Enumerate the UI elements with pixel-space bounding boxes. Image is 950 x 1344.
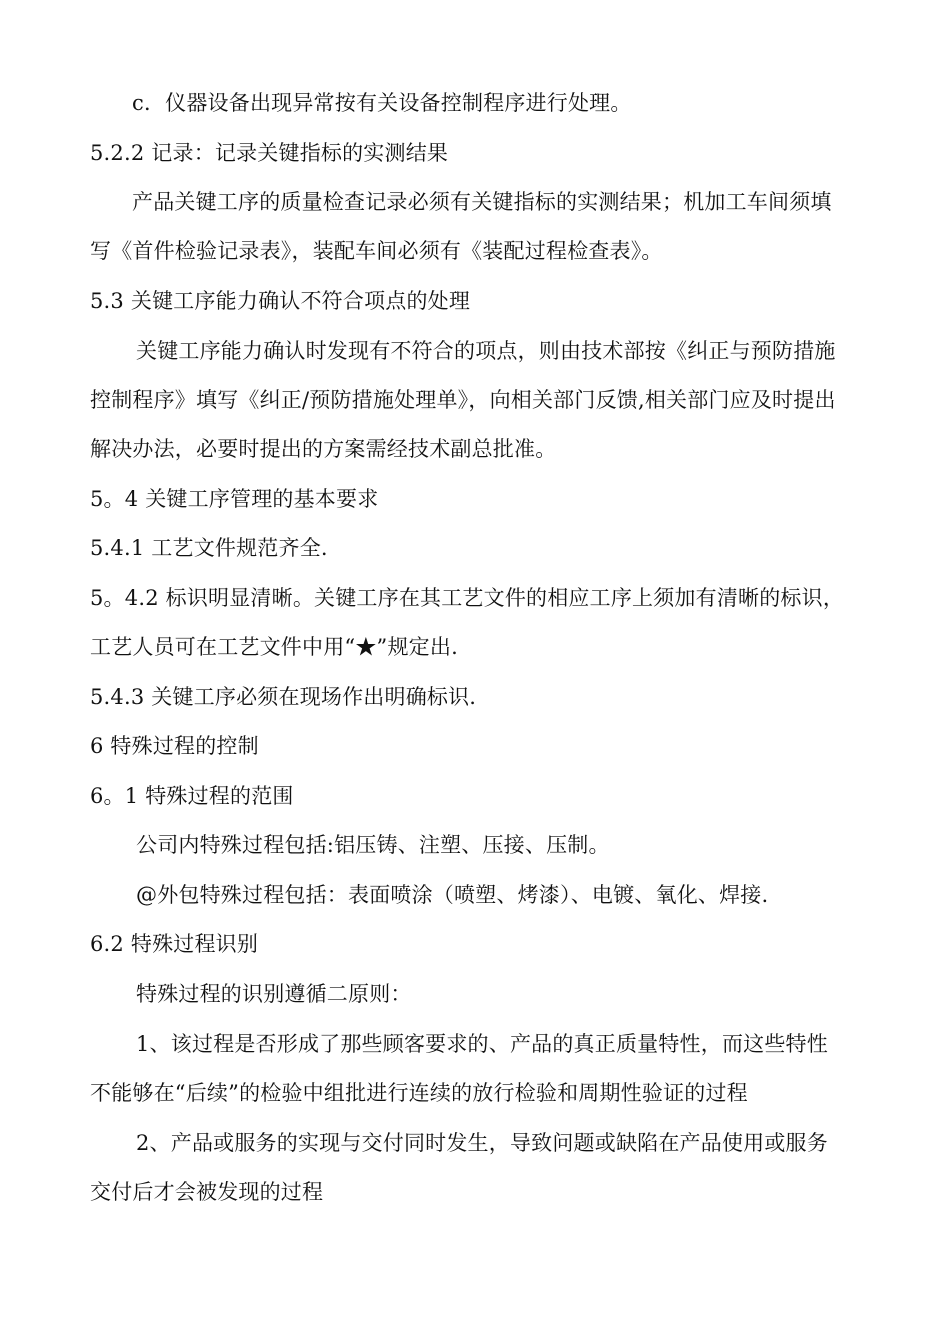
heading-5-4-1: 5.4.1 工艺文件规范齐全.: [90, 536, 328, 560]
paragraph-line: 关键工序能力确认时发现有不符合的项点，则由技术部按《纠正与预防措施: [136, 339, 836, 363]
paragraph-line: 工艺人员可在工艺文件中用“★”规定出.: [90, 635, 458, 659]
heading-6-1: 6。1 特殊过程的范围: [90, 784, 294, 808]
heading-5-3: 5.3 关键工序能力确认不符合项点的处理: [90, 289, 471, 313]
heading-5-4-3: 5.4.3 关键工序必须在现场作出明确标识.: [90, 685, 477, 709]
heading-6: 6 特殊过程的控制: [90, 734, 259, 758]
paragraph-line: 特殊过程的识别遵循二原则：: [136, 982, 412, 1006]
paragraph-line: 写《首件检验记录表》，装配车间必须有《装配过程检查表》。: [90, 239, 663, 263]
paragraph-line: 解决办法，必要时提出的方案需经技术副总批准。: [90, 437, 557, 461]
item-c-equipment-abnormal: c．仪器设备出现异常按有关设备控制程序进行处理。: [132, 91, 632, 115]
paragraph-line: 公司内特殊过程包括:铝压铸、注塑、压接、压制。: [136, 833, 610, 857]
list-item-2: 2、产品或服务的实现与交付同时发生，导致问题或缺陷在产品使用或服务: [136, 1131, 828, 1155]
heading-6-2: 6.2 特殊过程识别: [90, 932, 259, 956]
paragraph-line: 控制程序》填写《纠正/预防措施处理单》，向相关部门反馈,相关部门应及时提出: [90, 388, 836, 412]
heading-5-4: 5。4 关键工序管理的基本要求: [90, 487, 379, 511]
paragraph-line: 不能够在“后续”的检验中组批进行连续的放行检验和周期性验证的过程: [90, 1081, 748, 1105]
paragraph-line: @外包特殊过程包括：表面喷涂（喷塑、烤漆）、电镀、氧化、焊接.: [136, 883, 769, 907]
list-item-1: 1、该过程是否形成了那些顾客要求的、产品的真正质量特性，而这些特性: [136, 1032, 828, 1056]
heading-5-4-2: 5。4.2 标识明显清晰。关键工序在其工艺文件的相应工序上须加有清晰的标识，: [90, 586, 845, 610]
heading-5-2-2: 5.2.2 记录：记录关键指标的实测结果: [90, 141, 449, 165]
paragraph-line: 交付后才会被发现的过程: [90, 1180, 324, 1204]
paragraph-line: 产品关键工序的质量检查记录必须有关键指标的实测结果；机加工车间须填: [132, 190, 832, 214]
